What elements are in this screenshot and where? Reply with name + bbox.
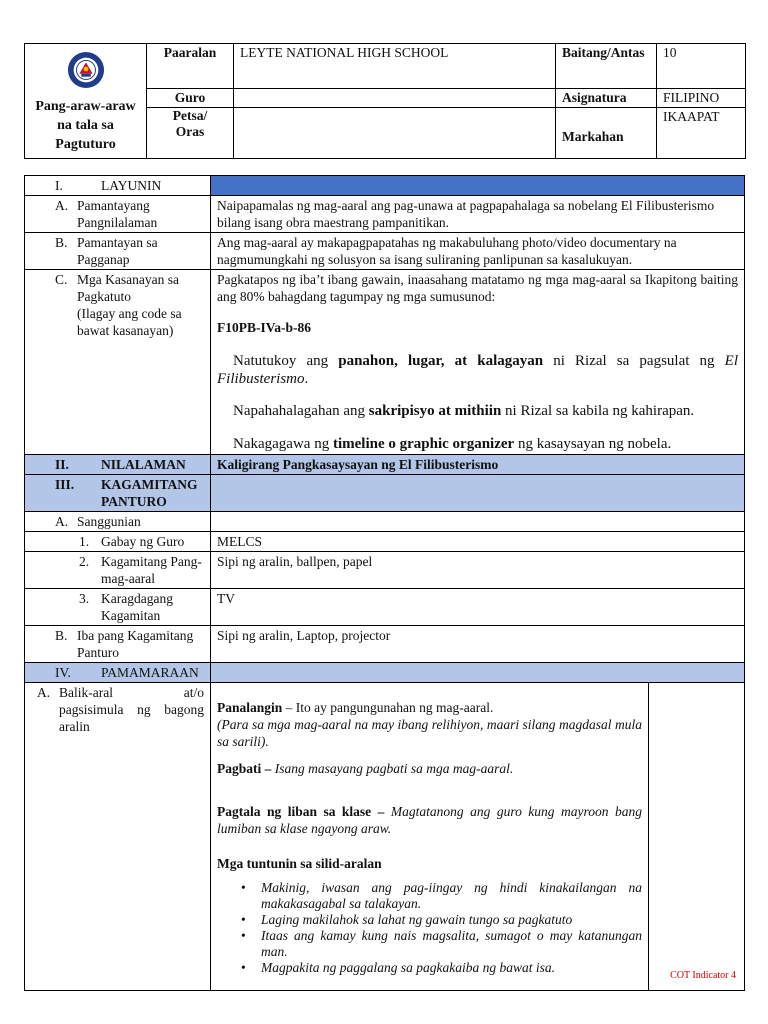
subject-label: Asignatura [556,88,657,107]
sanggunian-label: Sanggunian [77,514,141,529]
pn-num: A. [55,198,69,213]
date-label: Petsa/ Oras [147,108,234,159]
panalangin-note: (Para sa mga mag-aaral na may ibang relihiyon, maari silang magdasal mula sa sarili). [217,717,642,749]
sanggunian-num: A. [55,514,69,529]
pagbati-line: Pagbati – Isang masayang pagbati sa mga mag-aaral. [217,761,514,776]
pp-text: Ang mag-aaral ay makapagpapatahas ng makabuluhang photo/video documentary na nagmumungkahi ng solusyon sa isang suliraning panlipunan sa kasalukuyan. [211,233,745,270]
row-kagamitan [25,475,745,512]
row-karagdagang [25,589,745,626]
rules-list [217,880,642,976]
page-title: Pang-araw-araw na tala sa Pagtuturo [35,99,136,152]
teacher-value [234,88,556,107]
list-item: • Itaas ang kamay kung nais magsalita, sumagot o may katanungan man. [261,928,642,960]
kk-text: TV [211,589,745,626]
row-kasanayan [25,270,745,455]
gabay-num: 1. [79,534,90,549]
km-text: Sipi ng aralin, ballpen, papel [211,552,745,589]
gabay-text: MELCS [211,532,745,552]
list-item: • Makinig, iwasan ang pag-iingay ng hindi kinakailangan na makakasagabal sa talakayan. [261,880,642,912]
ks-intro: Pagkatapos ng iba’t ibang gawain, inaasahang matatamo ng mga mag-aaral sa Ikapitong baiting ang 80% bahagdang tagumpay ng mga sumusunod: [217,272,738,304]
cot-indicator: COT Indicator 4 [670,970,736,981]
row-iba-pang [25,626,745,663]
date-value [234,108,556,159]
list-item: • Laging makilahok sa lahat ng gawain tungo sa pagkatuto [261,912,642,928]
kagamitan-label: KAGAMITANG PANTURO [101,477,198,509]
row-pamantayang-nilalaman [25,196,745,233]
ks-code: F10PB-IVa-b-86 [217,320,312,335]
ba-num: A. [37,685,51,700]
header-table [24,43,746,159]
gabay-label: Gabay ng Guro [101,534,185,549]
nilalaman-label: NILALAMAN [101,457,186,472]
ba-label: Balik-aral at/o pagsisimula ng bagong aralin [59,685,204,734]
row-pamamaraan [25,663,745,683]
nilalaman-num: II. [55,457,69,472]
school-value: LEYTE NATIONAL HIGH SCHOOL [234,44,556,89]
kk-label: Karagdagang Kagamitan [101,591,173,623]
ip-label: Iba pang Kagamitang Panturo [77,628,194,660]
pp-label: Pamantayan sa Pagganap [77,235,158,267]
school-label: Paaralan [147,44,234,89]
row-layunin [25,176,745,196]
tuntunin-heading: Mga tuntunin sa silid-aralan [217,856,382,871]
row-sanggunian [25,512,745,532]
row-pamantayan-pagganap [25,233,745,270]
subject-value: FILIPINO [657,88,746,107]
row-nilalaman [25,455,745,475]
row-balik-aral [25,683,745,991]
layunin-heading [25,176,211,196]
cot-cell [649,683,745,991]
ks-label: Mga Kasanayan sa Pagkatuto [77,272,179,304]
km-label: Kagamitang Pang-mag-aaral [101,554,202,586]
ip-num: B. [55,628,68,643]
grade-value: 10 [657,44,746,89]
objective-2: Napahahalagahan ang sakripisyo at mithiin ni Rizal sa kabila ng kahirapan. [233,403,695,419]
objective-1: Natutukoy ang panahon, lugar, at kalagayan ni Rizal sa pagsulat ng El Filibusterismo. [217,353,738,387]
grade-label: Baitang/Antas [556,44,657,89]
ks-sublabel: (Ilagay ang code sa bawat kasanayan) [77,306,182,338]
teacher-label: Guro [147,88,234,107]
pamamaraan-num: IV. [55,665,71,680]
deped-seal-icon [67,51,105,89]
layunin-num: I. [55,178,63,193]
nilalaman-text: Kaligirang Pangkasaysayan ng El Filibusterismo [211,455,745,475]
pn-label: Pamantayang Pangnilalaman [77,198,158,230]
pagtala-line: Pagtala ng liban sa klase – Magtatanong ang guro kung mayroon bang lumiban sa klase ngayong araw. [217,804,642,836]
km-num: 2. [79,554,90,569]
layunin-label: LAYUNIN [101,178,162,193]
pp-num: B. [55,235,68,250]
panalangin-line: Panalangin – Ito ay pangungunahan ng mag-aaral. [217,700,494,715]
pamamaraan-label: PAMAMARAAN [101,665,199,680]
row-gabay [25,532,745,552]
lesson-table [24,175,745,991]
row-kagamitang-mag-aaral [25,552,745,589]
list-item: • Magpakita ng paggalang sa pagkakaiba ng bawat isa. [261,960,642,976]
quarter-value: IKAAPAT [657,108,746,159]
ip-text: Sipi ng aralin, Laptop, projector [211,626,745,663]
kagamitan-num: III. [55,477,75,492]
header-title-cell [25,44,147,159]
kk-num: 3. [79,591,90,606]
layunin-bar [211,176,745,196]
quarter-label: Markahan [556,108,657,159]
objective-3: Nakagagawa ng timeline o graphic organizer ng kasaysayan ng nobela. [233,436,672,452]
ks-num: C. [55,272,68,287]
pn-text: Naipapamalas ng mag-aaral ang pag-unawa at pagpapahalaga sa nobelang El Filibusterismo bilang isang obra maestrang pampanitikan. [211,196,745,233]
